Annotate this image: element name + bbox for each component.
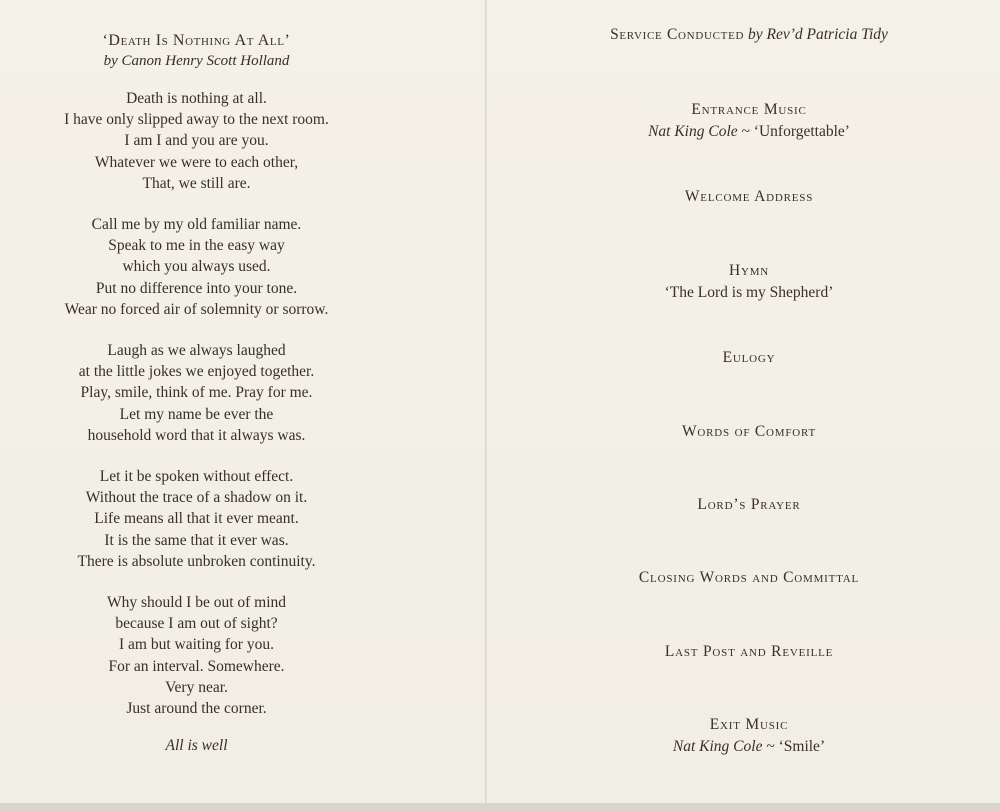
poem-header <box>0 30 393 72</box>
poem-line: Call me by my old familiar name. <box>91 216 302 233</box>
poem-stanza <box>0 214 393 320</box>
music-artist: Nat King Cole <box>672 738 763 755</box>
poem-line: I am but waiting for you. <box>119 636 274 654</box>
service-header <box>486 26 1000 44</box>
service-item <box>486 186 1000 208</box>
poem-line: Let it be spoken without effect. <box>99 468 294 485</box>
poem-line: Without the trace of a shadow on it. <box>85 489 308 507</box>
poem-line: Wear no forced air of solemnity or sorrow. <box>64 300 329 318</box>
poem-line: That, we still are. <box>142 174 251 192</box>
page-fold <box>485 0 487 803</box>
service-item <box>486 260 1000 304</box>
poem-line: Death is nothing at all. <box>126 90 267 107</box>
service-item-title: Hymn <box>728 262 770 279</box>
music-separator: ~ <box>737 123 754 140</box>
service-item-title: Eulogy <box>722 349 776 366</box>
music-song: ‘Unforgettable’ <box>753 123 850 140</box>
service-item <box>486 714 1000 758</box>
right-page <box>486 0 1000 803</box>
service-officiant: by Rev’d Patricia Tidy <box>748 26 888 43</box>
poem-line: Let my name be ever the <box>119 405 274 423</box>
poem-line: Put no difference into your tone. <box>95 279 298 297</box>
service-item-music <box>486 121 1000 143</box>
scan-bottom-edge <box>0 803 1000 811</box>
music-song: ‘Smile’ <box>778 738 826 755</box>
poem-line: Speak to me in the easy way <box>108 237 285 255</box>
poem-title: ‘Death Is Nothing At All’ <box>102 32 291 49</box>
service-item-title: Words of Comfort <box>681 423 817 440</box>
poem-stanza <box>0 466 393 572</box>
left-page <box>0 0 486 803</box>
poem-line: Life means all that it ever meant. <box>94 510 299 528</box>
service-item-title: Lord’s Prayer <box>697 496 801 513</box>
poem-line: I have only slipped away to the next room. <box>64 111 329 129</box>
service-item <box>486 641 1000 663</box>
poem-line: at the little jokes we enjoyed together. <box>78 363 315 381</box>
poem-line: There is absolute unbroken continuity. <box>77 552 316 570</box>
poem-line: Very near. <box>165 678 228 696</box>
poem-line: Play, smile, think of me. Pray for me. <box>80 384 313 402</box>
service-item-title: Welcome Address <box>684 188 814 205</box>
poem-line: Whatever we were to each other, <box>94 153 299 171</box>
poem-line: household word that it always was. <box>87 426 306 444</box>
service-item <box>486 99 1000 143</box>
service-item-title: Last Post and Reveille <box>664 643 834 660</box>
music-separator: ~ <box>762 738 779 755</box>
poem-line: It is the same that it ever was. <box>104 531 289 549</box>
poem-line: Why should I be out of mind <box>106 594 287 611</box>
poem-byline: by Canon Henry Scott Holland <box>103 53 290 69</box>
service-item <box>486 347 1000 369</box>
poem-closing: All is well <box>165 737 228 754</box>
poem-line: Laugh as we always laughed <box>107 342 286 359</box>
poem-stanza <box>0 340 393 446</box>
poem-line: For an interval. Somewhere. <box>108 657 285 675</box>
service-item <box>486 567 1000 589</box>
poem-line: because I am out of sight? <box>115 615 278 633</box>
poem-stanza <box>0 88 393 194</box>
service-item-title: Closing Words and Committal <box>638 569 860 586</box>
poem-line: which you always used. <box>122 258 271 276</box>
poem-stanza <box>0 592 393 719</box>
poem-line: I am I and you are you. <box>124 132 269 150</box>
service-item <box>486 421 1000 443</box>
service-item-music <box>486 736 1000 758</box>
service-item-title: Entrance Music <box>691 101 807 118</box>
service-item-detail: ‘The Lord is my Shepherd’ <box>664 284 834 301</box>
service-item-title: Exit Music <box>709 716 789 733</box>
poem-line: Just around the corner. <box>126 700 267 718</box>
service-header-label: Service Conducted <box>610 26 745 43</box>
service-item <box>486 494 1000 516</box>
music-artist: Nat King Cole <box>648 123 738 140</box>
